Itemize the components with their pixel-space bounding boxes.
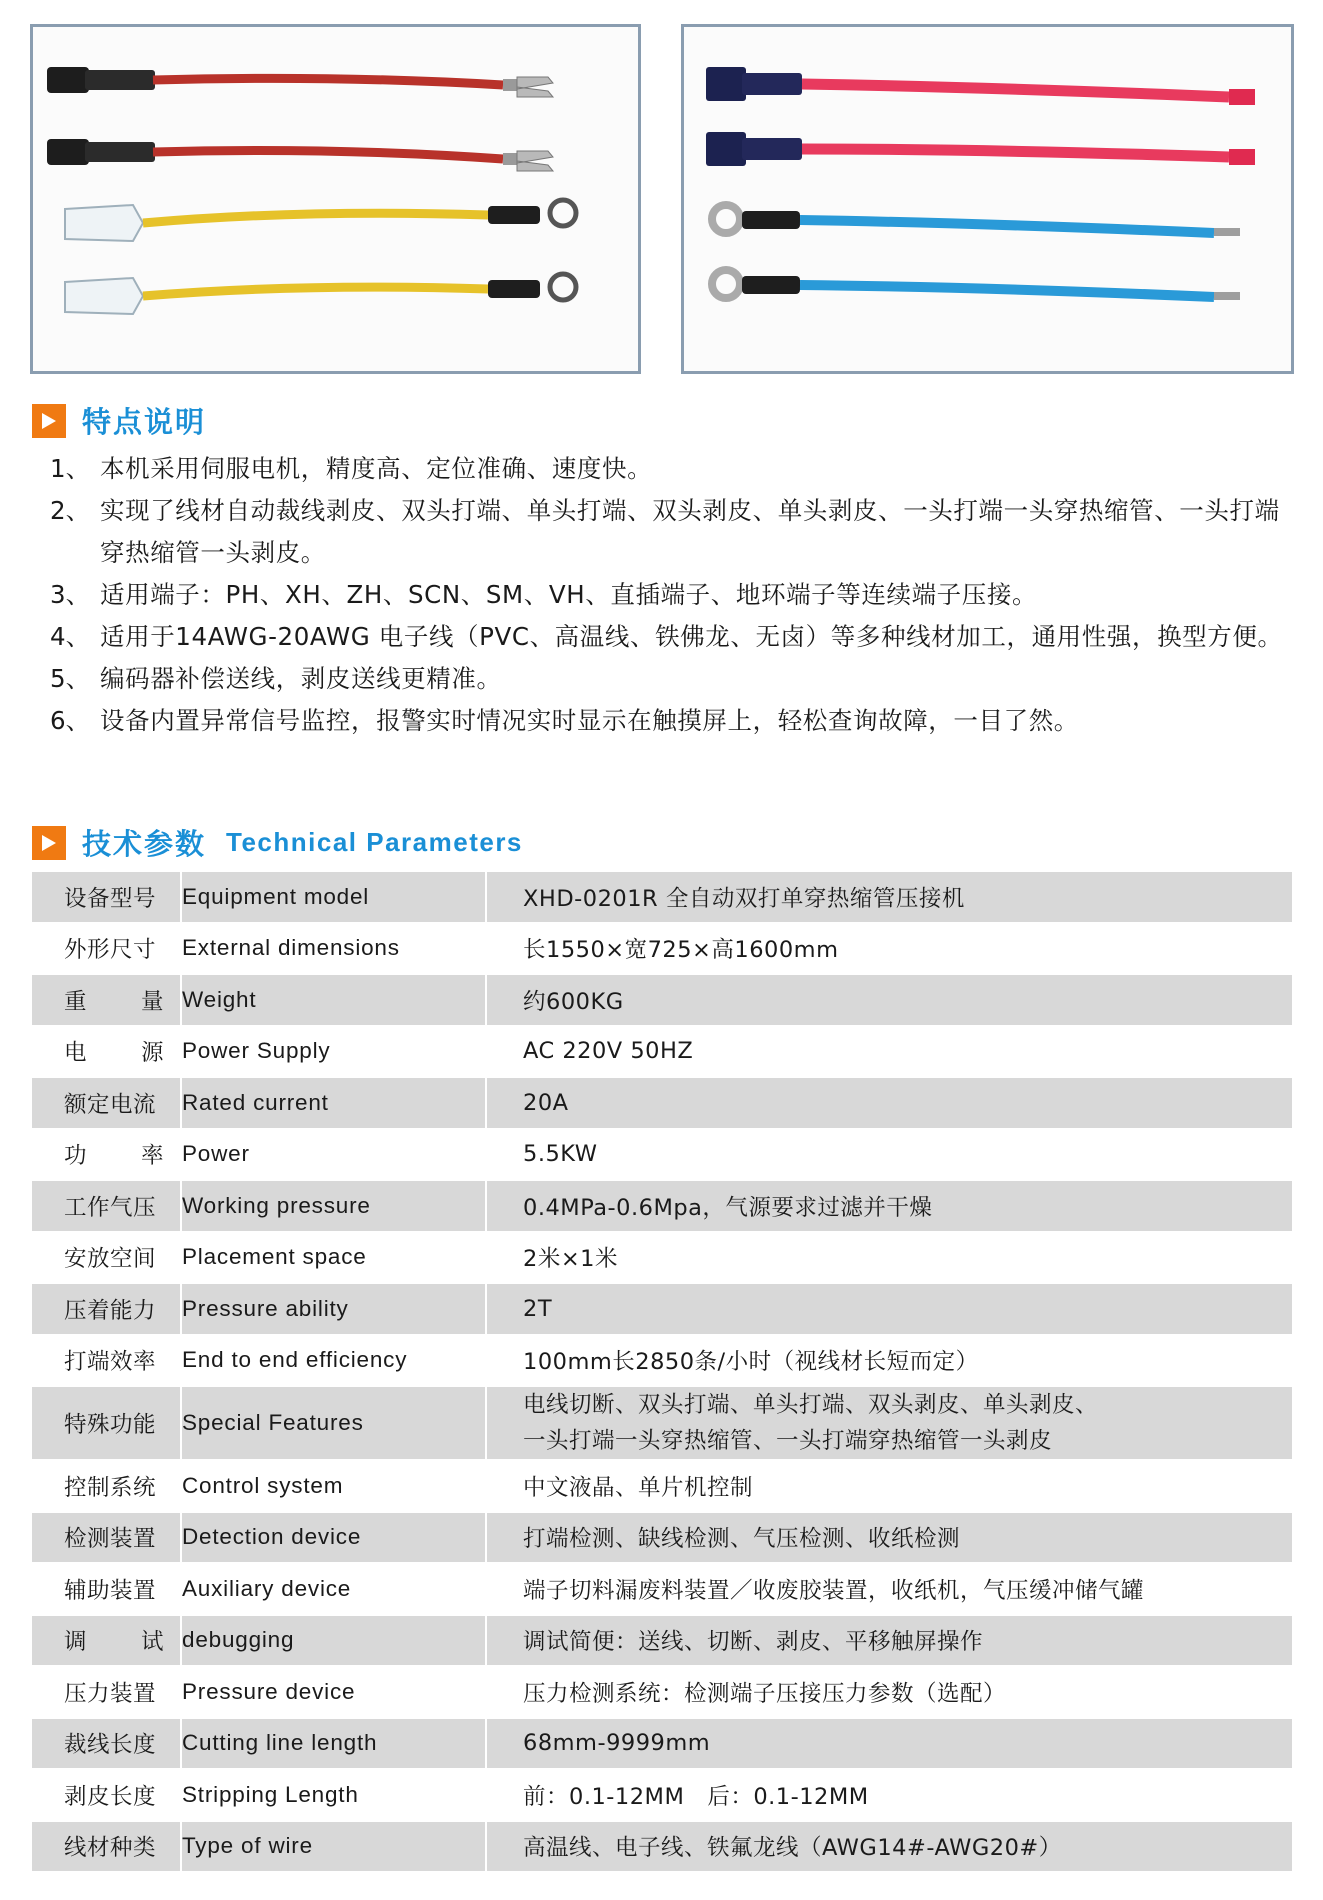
play-arrow-icon — [32, 404, 66, 438]
table-row: 打端效率 End to end efficiency 100mm长2850条/小时（视线材长短而定） — [31, 1335, 1293, 1387]
table-row: 额定电流 Rated current 20A — [31, 1077, 1293, 1129]
table-row: 控制系统 Control system 中文液晶、单片机控制 — [31, 1460, 1293, 1512]
table-row: 线材种类 Type of wire 高温线、电子线、铁氟龙线（AWG14#-AWG20#） — [31, 1821, 1293, 1873]
table-row: 重 量 Weight 约600KG — [31, 974, 1293, 1026]
feature-item: 2、 实现了线材自动裁线剥皮、双头打端、单头打端、双头剥皮、单头剥皮、一头打端一头穿热缩管、一头打端穿热缩管一头剥皮。 — [50, 496, 1280, 567]
wire-sample — [706, 67, 1255, 105]
features-title: 特点说明 — [82, 405, 207, 439]
wire-sample — [712, 205, 1240, 236]
table-row: 调 试 debugging 调试简便：送线、切断、剥皮、平移触屏操作 — [31, 1615, 1293, 1667]
feature-item: 4、 适用于14AWG-20AWG 电子线（PVC、高温线、铁佛龙、无卤）等多种线材加工，通用性强，换型方便。 — [50, 622, 1283, 651]
product-photos — [30, 24, 1294, 374]
feature-item: 1、 本机采用伺服电机，精度高、定位准确、速度快。 — [50, 454, 653, 483]
table-row: 检测装置 Detection device 打端检测、缺线检测、气压检测、收纸检测 — [31, 1512, 1293, 1564]
table-row: 功 率 Power 5.5KW — [31, 1129, 1293, 1181]
table-row: 电 源 Power Supply AC 220V 50HZ — [31, 1026, 1293, 1078]
wire-sample — [47, 67, 553, 97]
wire-sample — [706, 132, 1255, 166]
wire-sample — [65, 274, 576, 314]
table-row: 辅助装置 Auxiliary device 端子切料漏废料装置／收废胶装置，收纸机，气压缓冲储气罐 — [31, 1563, 1293, 1615]
table-row: 特殊功能 Special Features 电线切断、双头打端、单头打端、双头剥皮、单头剥皮、 一头打端一头穿热缩管、一头打端穿热缩管一头剥皮 — [31, 1386, 1293, 1460]
table-row: 压着能力 Pressure ability 2T — [31, 1283, 1293, 1335]
wire-sample — [47, 139, 553, 171]
table-row: 压力装置 Pressure device 压力检测系统：检测端子压接压力参数（选配） — [31, 1666, 1293, 1718]
features-heading — [32, 400, 206, 441]
table-row: 裁线长度 Cutting line length 68mm-9999mm — [31, 1718, 1293, 1770]
features-list — [50, 448, 1300, 742]
params-title-cn: 技术参数 — [82, 827, 207, 861]
table-row: 剥皮长度 Stripping Length 前：0.1-12MM 后：0.1-12MM — [31, 1769, 1293, 1821]
wire-sample-photo-left — [30, 24, 641, 374]
params-title-en: Technical Parameters — [226, 827, 523, 857]
table-row: 安放空间 Placement space 2米×1米 — [31, 1232, 1293, 1284]
feature-item: 6、 设备内置异常信号监控，报警实时情况实时显示在触摸屏上，轻松查询故障，一目了然。 — [50, 706, 1079, 735]
table-row: 工作气压 Working pressure 0.4MPa-0.6Mpa，气源要求过滤并干燥 — [31, 1180, 1293, 1232]
play-arrow-icon — [32, 826, 66, 860]
params-heading — [32, 822, 523, 863]
wire-sample — [712, 270, 1240, 300]
technical-parameters-table — [30, 870, 1294, 1873]
feature-item: 3、 适用端子：PH、XH、ZH、SCN、SM、VH、直插端子、地环端子等连续端子压接。 — [50, 580, 1038, 609]
wire-sample-photo-right — [681, 24, 1294, 374]
feature-item: 5、 编码器补偿送线，剥皮送线更精准。 — [50, 664, 502, 693]
wire-sample — [65, 200, 576, 241]
table-row: 外形尺寸 External dimensions 长1550×宽725×高1600mm — [31, 923, 1293, 975]
table-row: 设备型号 Equipment model XHD-0201R 全自动双打单穿热缩管压接机 — [31, 871, 1293, 923]
